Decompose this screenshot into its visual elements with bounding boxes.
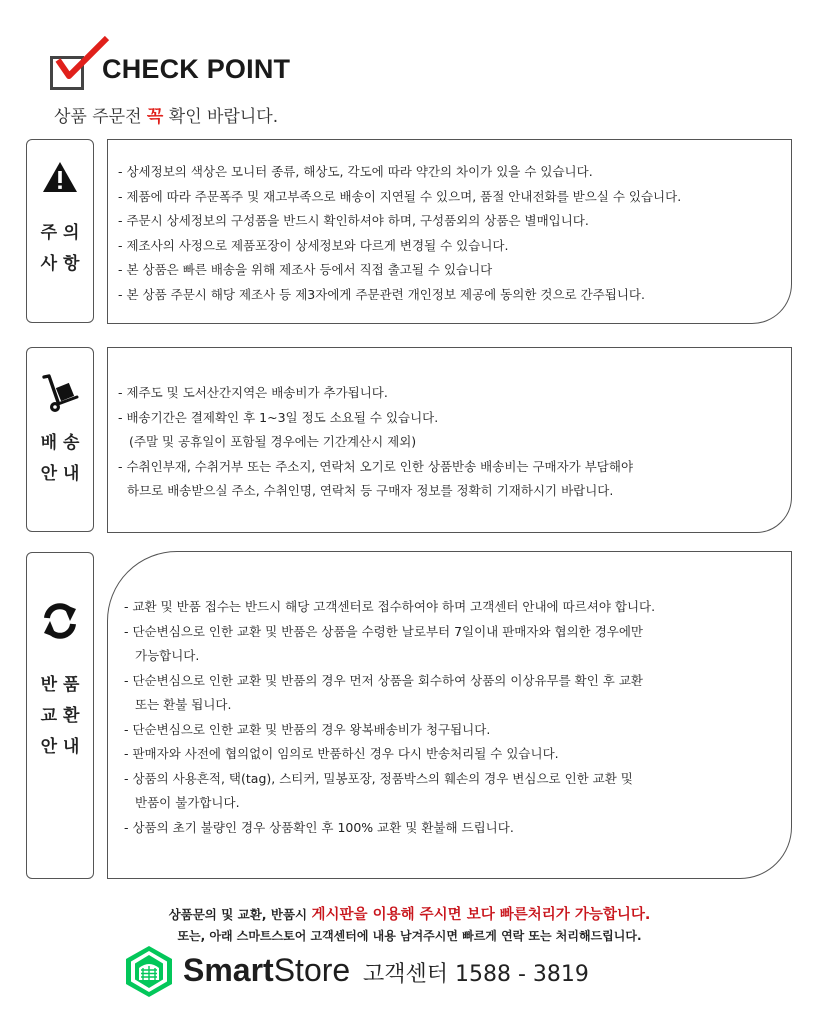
- warning-icon: [42, 161, 78, 193]
- list-item: 또는 환불 됩니다.: [135, 697, 232, 712]
- list-item: 하므로 배송받으실 주소, 수취인명, 연락처 등 구매자 정보를 정확히 기재하시기 바랍니다.: [127, 483, 614, 498]
- list-item: - 단순변심으로 인한 교환 및 반품의 경우 먼저 상품을 회수하여 상품의 이상유무를 확인 후 교환: [124, 672, 643, 688]
- subtitle-text: 상품 주문전: [54, 107, 142, 127]
- shipping-label-line-2: 안내: [40, 464, 86, 484]
- shipping-list: [118, 381, 633, 504]
- list-item: - 판매자와 사전에 협의없이 임의로 반품하신 경우 다시 반송처리될 수 있습니다.: [124, 746, 559, 761]
- list-item: - 단순변심으로 인한 교환 및 반품의 경우 왕복배송비가 청구됩니다.: [124, 721, 491, 737]
- list-item: - 본 상품은 빠른 배송을 위해 제조사 등에서 직접 출고될 수 있습니다: [118, 262, 493, 277]
- list-item: - 본 상품 주문시 해당 제조사 등 제3자에게 주문관련 개인정보 제공에 동의한 것으로 간주됩니다.: [118, 286, 645, 302]
- return-content-box: [107, 551, 792, 879]
- list-item: - 주문시 상세정보의 구성품을 반드시 확인하셔야 하며, 구성품외의 상품은 별매입니다.: [118, 213, 589, 228]
- hand-truck-icon: [41, 374, 79, 414]
- list-item: - 교환 및 반품 접수는 반드시 해당 고객센터로 접수하여야 하며 고객센터 안내에 따르셔야 합니다.: [124, 599, 656, 614]
- list-item: - 상품의 사용흔적, 택(tag), 스티커, 밀봉포장, 정품박스의 훼손의 경우 변심으로 인한 교환 및: [124, 770, 633, 786]
- list-item: - 제품에 따라 주문폭주 및 재고부족으로 배송이 지연될 수 있으며, 품절 안내전화를 받으실 수 있습니다.: [118, 188, 682, 204]
- list-item: - 제조사의 사정으로 제품포장이 상세정보와 다르게 변경될 수 있습니다.: [118, 237, 509, 253]
- customer-center-phone: [363, 957, 589, 988]
- caution-label-box: [26, 139, 94, 323]
- return-label-box: [26, 552, 94, 879]
- list-item: - 수취인부재, 수취거부 또는 주소지, 연락처 오기로 인한 상품반송 배송비는 구매자가 부담해야: [118, 458, 634, 474]
- list-item: - 단순변심으로 인한 교환 및 반품은 상품을 수령한 날로부터 7일이내 판매자와 협의한 경우에만: [124, 623, 643, 639]
- subtitle-text-end: 확인 바랍니다.: [168, 107, 279, 127]
- phone-number: 1588 - 3819: [455, 962, 589, 987]
- shipping-label-box: [26, 347, 94, 532]
- refresh-icon: [40, 601, 80, 641]
- caution-label-line-1: 주의: [40, 223, 86, 243]
- footer-notice-text: 상품문의 및 교환, 반품시: [168, 907, 308, 922]
- smartstore-contact: [123, 944, 643, 1000]
- caution-content-box: [107, 139, 792, 324]
- list-item: 반품이 불가합니다.: [135, 795, 240, 810]
- footer-notice: [0, 903, 819, 924]
- smartstore-logo-icon: [123, 944, 175, 998]
- footer-notice-highlight: 게시판을 이용해 주시면 보다 빠른처리가 가능합니다.: [311, 907, 651, 923]
- return-list: [124, 595, 655, 840]
- smartstore-brand: [183, 952, 350, 989]
- page-title: CHECK POINT: [102, 54, 291, 84]
- caution-label-line-2: 사항: [40, 254, 86, 274]
- caution-list: [118, 160, 681, 307]
- list-item: - 상세정보의 색상은 모니터 종류, 해상도, 각도에 따라 약간의 차이가 있을 수 있습니다.: [118, 164, 593, 179]
- subtitle-highlight: 꼭: [146, 107, 164, 127]
- list-item: 가능합니다.: [135, 648, 200, 663]
- shipping-content-box: [107, 347, 792, 533]
- return-label-line-1: 반품: [40, 675, 86, 695]
- brand-regular: Store: [273, 952, 351, 988]
- list-item: - 상품의 초기 불량인 경우 상품확인 후 100% 교환 및 환불해 드립니다.: [124, 819, 514, 835]
- shipping-label-line-1: 배송: [40, 433, 86, 453]
- list-item: (주말 및 공휴일이 포함될 경우에는 기간계산시 제외): [129, 434, 417, 449]
- brand-bold: Smart: [183, 952, 274, 988]
- list-item: - 배송기간은 결제확인 후 1~3일 정도 소요될 수 있습니다.: [118, 409, 439, 425]
- list-item: - 제주도 및 도서산간지역은 배송비가 추가됩니다.: [118, 385, 388, 400]
- checkpoint-header: [50, 36, 450, 136]
- return-label-line-3: 안내: [40, 737, 86, 757]
- return-label-line-2: 교환: [40, 706, 86, 726]
- page-subtitle: [54, 102, 278, 127]
- service-label: 고객센터: [363, 962, 449, 987]
- footer-notice-sub: 또는, 아래 스마트스토어 고객센터에 내용 남겨주시면 빠르게 연락 또는 처리해드립니다.: [177, 929, 642, 943]
